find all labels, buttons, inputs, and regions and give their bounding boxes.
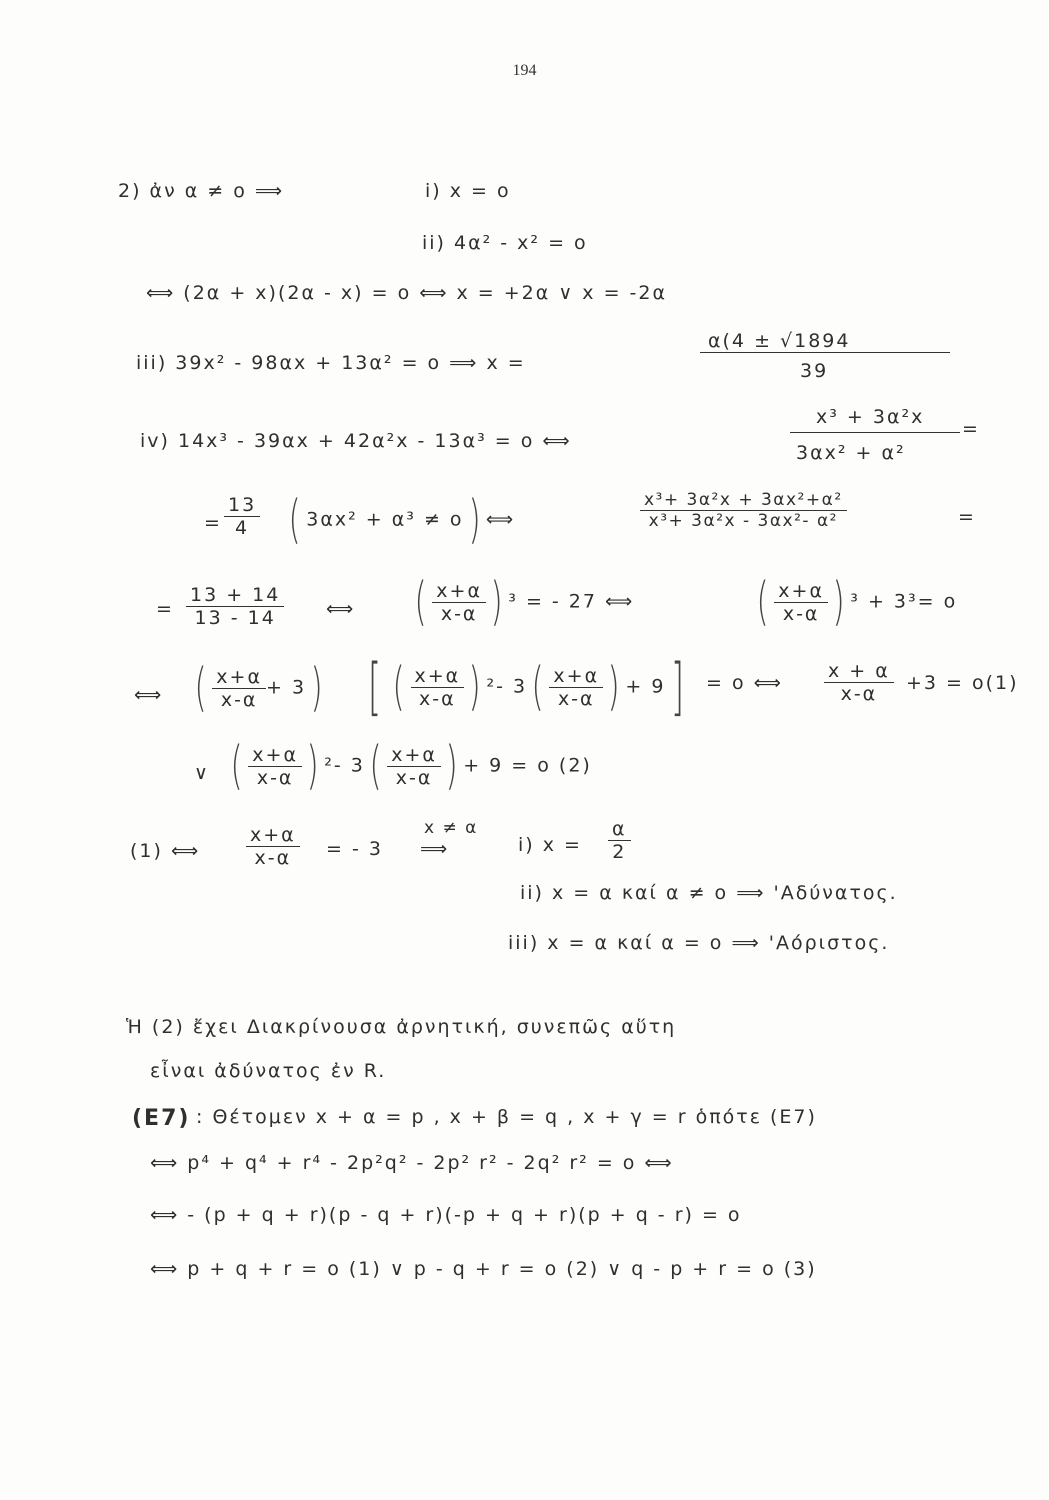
line-4-numerator: α(4 ± √1894: [708, 330, 851, 352]
line-8-equals: = o ⟺: [706, 672, 783, 694]
line-15-substitution: : Θέτομεν x + α = p , x + β = q , x + γ = r ὁπότε (E7): [196, 1106, 817, 1128]
line-10-arrow-label: x ≠ α: [424, 818, 478, 838]
line-7-arrow: ⟺: [326, 598, 356, 620]
line-17-factorization: ⟺ - (p + q + r)(p - q + r)(-p + q + r)(p + q - r) = o: [150, 1204, 742, 1226]
line-6-fraction: $\frac{13}{4}$: [224, 494, 260, 539]
line-7-equals: =: [156, 598, 174, 620]
line-8-arrow: ⟺: [134, 684, 164, 706]
line-2-case-ii: ii) 4α² - x² = o: [422, 232, 588, 254]
page-number: 194: [512, 62, 537, 79]
line-10-case-i: i) x =: [518, 834, 582, 856]
line-4-fraction-bar: [700, 352, 950, 353]
line-5-fraction-bar: [790, 432, 960, 433]
line-3-factorization: ⟺ (2α + x)(2α - x) = o ⟺ x = +2α ∨ x = -2α: [146, 282, 667, 304]
line-7-cube: ( $\frac{x+\alpha}{x-\alpha}$ ) ³ = - 27 ⟺: [414, 572, 635, 632]
line-10-lead: (1) ⟺: [130, 840, 201, 862]
line-6-equals: =: [204, 512, 222, 534]
line-5-denominator: 3αx² + α²: [796, 442, 906, 464]
line-4-case-iii: iii) 39x² - 98αx + 13α² = o ⟹ x =: [136, 352, 526, 374]
line-15-exercise-label: (E7): [132, 1106, 191, 1131]
line-10-arrow: ⟹: [420, 838, 450, 860]
line-5-case-iv: iv) 14x³ - 39αx + 42α²x - 13α³ = o ⟺: [140, 430, 572, 452]
line-16-equation: ⟺ p⁴ + q⁴ + r⁴ - 2p²q² - 2p² r² - 2q² r² = o ⟺: [150, 1152, 674, 1174]
line-7-fraction: $\frac{13 + 14}{13 - 14}$: [186, 584, 284, 629]
line-12-case-iii: iii) x = α καί α = o ⟹ 'Αόριστος.: [508, 932, 890, 954]
line-8-fraction: $\frac{x + \alpha}{x-\alpha}$: [824, 660, 894, 705]
line-5-numerator: x³ + 3α²x: [816, 406, 925, 428]
line-10-fraction: $\frac{x+\alpha}{x-\alpha}$: [246, 824, 300, 869]
line-10-equals: = - 3: [326, 838, 383, 860]
line-8-factor-2: [ ( $\frac{x+\alpha}{x-\alpha}$ ) ²- 3( $\frac{x+\alpha}{x-\alpha}$ ) + 9]: [367, 650, 686, 723]
line-7-cube-sum: ( $\frac{x+\alpha}{x-\alpha}$ ) ³ + 3³= o: [756, 572, 958, 632]
line-10-case-fraction: $\frac{\alpha}{2}$: [608, 818, 631, 863]
line-9-or: ∨: [194, 762, 210, 784]
line-6-condition: ( 3αx² + α³ ≠ o) ⟺: [288, 490, 516, 550]
line-18-solutions: ⟺ p + q + r = o (1) ∨ p - q + r = o (2) ∨ q - p + r = o (3): [150, 1258, 817, 1280]
line-1-condition: 2) ἀν α ≠ ο ⟹: [118, 180, 285, 202]
line-8-factor-1: ( $\frac{x+\alpha}{x-\alpha}$ + 3): [194, 658, 324, 718]
line-5-equals: =: [962, 418, 980, 440]
line-6-tail-equals: =: [958, 506, 976, 528]
line-4-denominator: 39: [800, 360, 829, 382]
line-13-discriminant-note: Ἡ (2) ἔχει Διακρίνουσα ἀρνητική, συνεπῶς αὕτη: [126, 1016, 677, 1038]
line-11-case-ii: ii) x = α καί α ≠ o ⟹ 'Αδύνατος.: [520, 882, 898, 904]
line-14-conclusion: εἶναι ἀδύνατος ἐν R.: [150, 1060, 387, 1082]
line-1-case-i: i) x = o: [425, 180, 511, 202]
line-9-equation-2: ( $\frac{x+\alpha}{x-\alpha}$ ) ²- 3( $\frac{x+\alpha}{x-\alpha}$ ) + 9 = o (2): [230, 736, 592, 796]
line-6-big-fraction: $\frac{\text{x³+ 3α²x + 3αx²+α²}}{\text{x³+ 3α²x - 3αx²- α²}}$: [640, 490, 847, 531]
line-8-equation-1: +3 = o(1): [906, 672, 1019, 694]
